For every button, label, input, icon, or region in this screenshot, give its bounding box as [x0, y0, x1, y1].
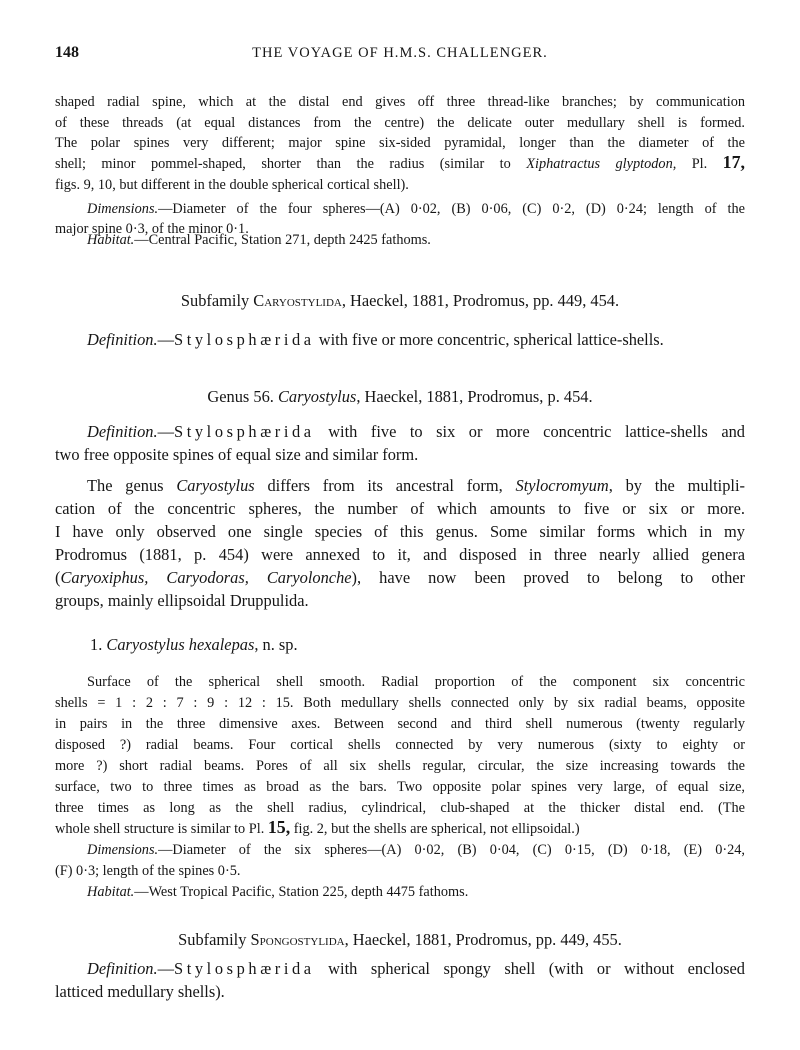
text-run: The polar spines very different; major spine six-sided pyramidal, longer than the diameter of the: [55, 135, 745, 152]
small-caps-taxon-name: Spongostylida: [250, 930, 345, 949]
text-run: The genus: [87, 476, 177, 495]
text-line: [55, 543, 745, 566]
text-run: shell; minor pommel-shaped, shorter than the radius (similar to: [55, 156, 527, 173]
italic-text: Definition.: [87, 422, 158, 441]
text-line: [55, 566, 745, 589]
italic-text: Definition.: [87, 330, 158, 349]
text-line: [55, 840, 745, 861]
text-run: shaped radial spine, which at the distal end gives off three thread-like branches; by communication: [55, 94, 745, 110]
italic-text: Definition.: [87, 959, 158, 978]
text-line: [55, 113, 745, 134]
italic-text: Stylocromyum: [515, 476, 609, 495]
spaced-taxon-name: Stylosphærida: [173, 959, 315, 978]
text-run: (F) 0·3; length of the spines 0·5.: [55, 863, 241, 879]
text-line: [55, 756, 745, 777]
text-line: [55, 672, 745, 693]
habitat-paragraph: [55, 230, 745, 250]
genus-heading: [55, 386, 745, 408]
text-line: [55, 133, 745, 154]
text-run: —Diameter of the six spheres—(A) 0·02, (B) 0·04, (C) 0·15, (D) 0·18, (E) 0·24,: [158, 842, 745, 858]
text-run: —West Tropical Pacific, Station 225, depth 4475 fathoms.: [134, 884, 469, 900]
text-line: [55, 92, 745, 113]
italic-text: Habitat.: [87, 884, 135, 900]
text-run: , Haeckel, 1881, Prodromus, pp. 449, 454.: [341, 291, 620, 310]
text-run: (: [55, 568, 61, 587]
text-run: more ?) short radial beams. Pores of all six shells regular, circular, the size increasing towards the: [55, 758, 745, 774]
text-run: Pl.: [676, 156, 723, 173]
text-run: I have only observed one single species of this genus. Some similar forms which in my: [55, 522, 745, 541]
text-line: [55, 589, 745, 612]
text-line: [55, 290, 745, 312]
text-run: with spherical spongy shell (with or without enclosed: [314, 959, 745, 978]
text-run: Subfamily: [180, 291, 254, 310]
text-line: [55, 882, 745, 903]
text-run: shells = 1 : 2 : 7 : 9 : 12 : 15. Both medullary shells connected only by six radial beams, opposite: [55, 695, 745, 711]
bold-plate-number: 17,: [722, 152, 745, 173]
text-line: [55, 777, 745, 798]
text-line: [55, 200, 745, 220]
text-run: two free opposite spines of equal size and similar form.: [55, 445, 419, 464]
spaced-taxon-name: Stylosphærida: [173, 330, 315, 349]
text-run: differs from its ancestral form,: [254, 476, 516, 495]
text-line: [55, 861, 745, 882]
genus-definition: [55, 420, 745, 466]
text-run: latticed medullary shells).: [55, 982, 225, 1001]
text-run: whole shell structure is similar to Pl.: [55, 821, 268, 837]
text-run: Prodromus (1881, p. 454) were annexed to it, and disposed in three nearly allied genera: [55, 545, 745, 564]
text-line: [55, 714, 745, 735]
genus-discussion-paragraph: [55, 474, 745, 612]
text-line: [55, 474, 745, 497]
text-line: [55, 980, 745, 1003]
page-header: [55, 44, 745, 66]
text-run: with five to six or more concentric lattice-shells and: [314, 422, 745, 441]
italic-text: Dimensions.: [87, 842, 159, 858]
text-run: , by the multipli-: [608, 476, 745, 495]
text-run: Subfamily: [178, 930, 251, 949]
text-run: in pairs in the three dimensive axes. Between second and third shell numerous (twenty regularly: [55, 716, 745, 732]
text-run: three times as long as the shell radius, cylindrical, club-shaped at the thicker distal end. (The: [55, 800, 745, 816]
description-paragraph: [55, 92, 745, 196]
text-line: [55, 520, 745, 543]
text-run: surface, two to three times as broad as the bars. Two opposite polar spines very large, of equal size,: [55, 779, 745, 795]
species-heading: [90, 634, 780, 656]
text-run: —Central Pacific, Station 271, depth 2425 fathoms.: [134, 232, 431, 248]
italic-text: Habitat.: [87, 232, 135, 248]
text-line: [55, 328, 745, 351]
text-run: —Diameter of the four spheres—(A) 0·02, (B) 0·06, (C) 0·2, (D) 0·24; length of the: [158, 201, 745, 217]
text-line: [55, 735, 745, 756]
italic-text: Caryostylus hexalepas: [106, 635, 255, 654]
text-line: [55, 957, 745, 980]
text-run: with five or more concentric, spherical lattice-shells.: [314, 330, 664, 349]
text-run: figs. 9, 10, but different in the double spherical cortical shell).: [55, 176, 409, 193]
text-line: [55, 929, 745, 951]
text-run: , Haeckel, 1881, Prodromus, pp. 449, 455.: [344, 930, 622, 949]
subfamily-heading: [55, 929, 745, 951]
text-line: [55, 230, 745, 250]
text-run: , Haeckel, 1881, Prodromus, p. 454.: [356, 387, 593, 406]
subfamily-heading: [55, 290, 745, 312]
italic-text: Xiphatractus glyptodon,: [526, 156, 677, 173]
text-run: Surface of the spherical shell smooth. Radial proportion of the component six concentric: [87, 674, 745, 690]
text-run: fig. 2, but the shells are spherical, not ellipsoidal.): [290, 821, 580, 837]
text-run: groups, mainly ellipsoidal Druppulida.: [55, 591, 309, 610]
spaced-taxon-name: Stylosphærida: [173, 422, 315, 441]
subfamily-definition: [55, 328, 745, 351]
italic-text: Caryostylus: [176, 476, 255, 495]
text-line: [55, 443, 745, 466]
text-line: [55, 497, 745, 520]
text-run: ), have now been proved to belong to other: [351, 568, 745, 587]
text-run: of these threads (at equal distances from the centre) the delicate outer medullary shell is formed.: [55, 114, 745, 131]
text-run: —: [157, 959, 174, 978]
text-line: [55, 420, 745, 443]
text-run: cation of the concentric spheres, the number of which amounts to five or six or more.: [55, 499, 745, 518]
text-line: [90, 634, 780, 656]
bold-plate-number: 15,: [267, 817, 291, 837]
text-line: [55, 693, 745, 714]
text-run: —: [157, 422, 174, 441]
text-run: disposed ?) radial beams. Four cortical shells connected by very numerous (sixty to eighty or: [55, 737, 745, 753]
page-number: 148: [55, 44, 79, 61]
text-run: , n. sp.: [254, 635, 298, 654]
text-run: Genus 56.: [207, 387, 278, 406]
text-run: —: [157, 330, 174, 349]
italic-text: Caryoxiphus, Caryodoras, Caryolonche: [60, 568, 352, 587]
subfamily-definition: [55, 957, 745, 1003]
text-run: 1.: [90, 635, 107, 654]
text-line: [55, 386, 745, 408]
text-line: [55, 175, 745, 196]
small-caps-taxon-name: Caryostylida: [253, 291, 342, 310]
text-run: major spine 0·3, of the minor 0·1.: [55, 220, 249, 237]
italic-text: Caryostylus: [278, 387, 357, 406]
running-title: THE VOYAGE OF H.M.S. CHALLENGER.: [252, 45, 548, 61]
species-description: [55, 672, 745, 903]
italic-text: Dimensions.: [87, 201, 159, 217]
text-line: [55, 819, 745, 840]
text-line: [55, 798, 745, 819]
text-line: [55, 154, 745, 175]
